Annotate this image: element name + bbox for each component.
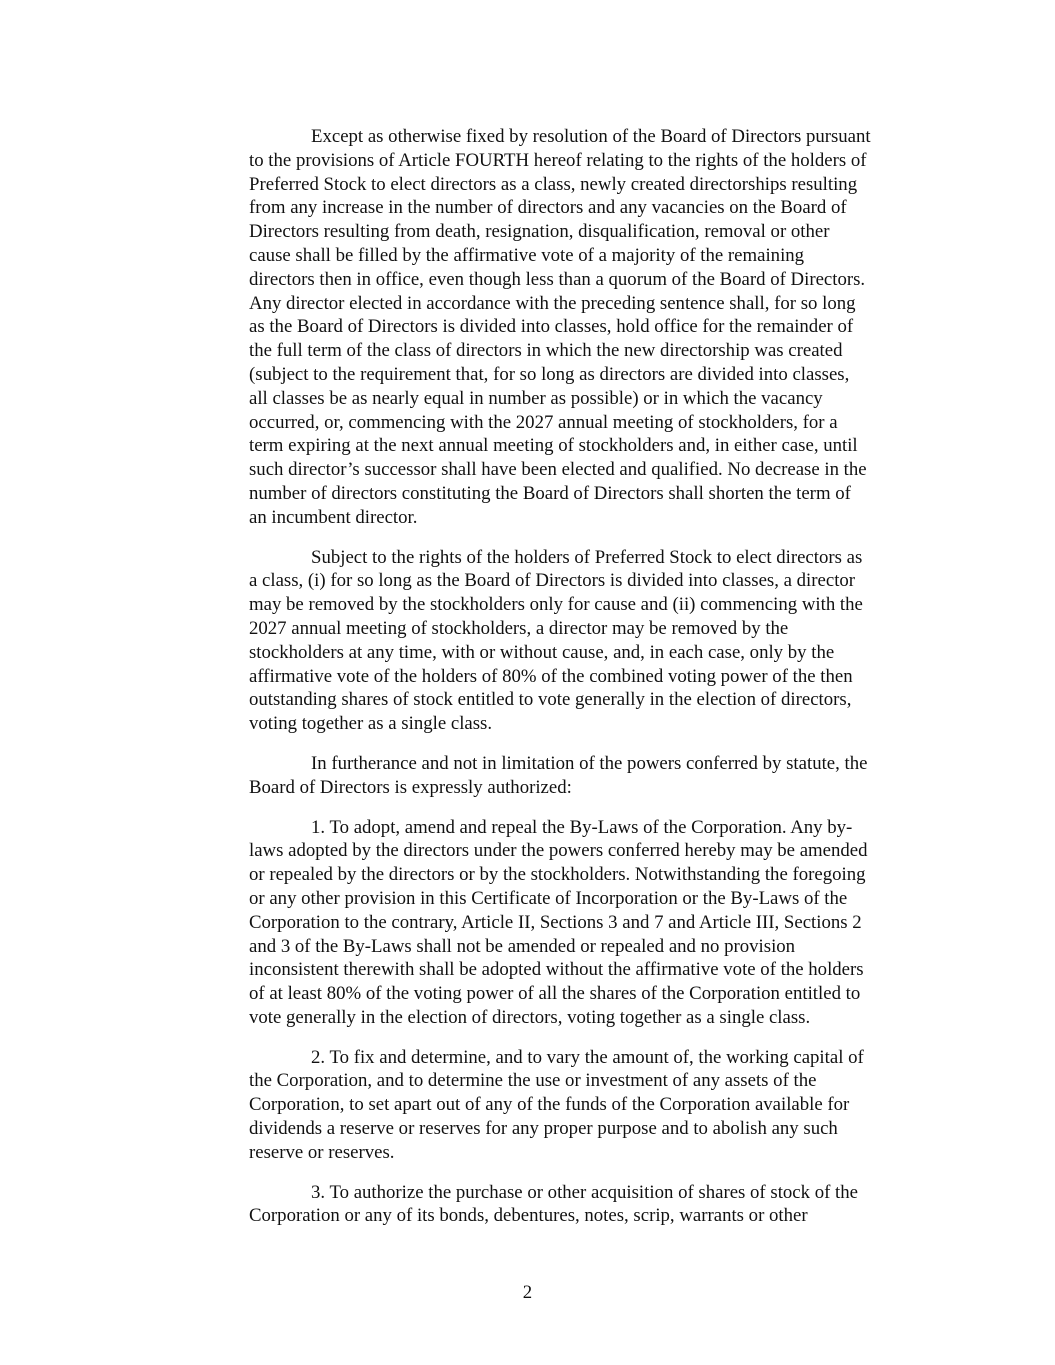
paragraph-board-powers-intro: In furtherance and not in limitation of the powers conferred by statute, the Board of Directors is expressly authorized: [249, 752, 868, 798]
paragraph-vacancies: Except as otherwise fixed by resolution of the Board of Directors pursuant to the provisions of Article FOURTH hereof relating to the rights of the holders of Preferred Stock to elect directors as a class, newly created directorships resulting from any increase in the number of directors and any vacancies on the Board of Directors resulting from death, resignation, disqualification, removal or other cause shall be filled by the affirmative vote of a majority of the remaining directors then in office, even though less than a quorum of the Board of Directors. Any director elected in accordance with the preceding sentence shall, for so long as the Board of Directors is divided into classes, hold office for the remainder of the full term of the class of directors in which the new directorship was created (subject to the requirement that, for so long as directors are divided into classes, all classes be as nearly equal in number as possible) or in which the vacancy occurred, or, commencing with the 2027 annual meeting of stockholders, for a term expiring at the next annual meeting of stockholders and, in either case, until such director’s successor shall have been elected and qualified. No decrease in the number of directors constituting the Board of Directors shall shorten the term of an incumbent director. [249, 126, 871, 528]
document-body [249, 125, 939, 1244]
paragraph-power-3-purchase: 3. To authorize the purchase or other acquisition of shares of stock of the Corporation or any of its bonds, debentures, notes, scrip, warrants or other [249, 1181, 859, 1227]
paragraph-power-2-working-capital: 2. To fix and determine, and to vary the amount of, the working capital of the Corporation, and to determine the use or investment of any assets of the Corporation, to set apart out of any of the funds of the Corporation available for dividends a reserve or reserves for any proper purpose and to abolish any such reserve or reserves. [249, 1046, 864, 1163]
page-number: 2 [522, 1282, 533, 1303]
paragraph-removal-of-directors: Subject to the rights of the holders of Preferred Stock to elect directors as a class, (i) for so long as the Board of Directors is divided into classes, a director may be removed by the stockholders only for cause and (ii) commencing with the 2027 annual meeting of stockholders, a director may be removed by the stockholders at any time, with or without cause, and, in each case, only by the affirmative vote of the holders of 80% of the combined voting power of the then outstanding shares of stock entitled to vote generally in the election of directors, voting together as a single class. [249, 546, 863, 735]
paragraph-power-1-bylaws: 1. To adopt, amend and repeal the By-Laws of the Corporation. Any by- laws adopted by the directors under the powers conferred hereby may be amended or repealed by the directors or by the stockholders. Notwithstanding the foregoing or any other provision in this Certificate of Incorporation or the By-Laws of the Corporation to the contrary, Article II, Sections 3 and 7 and Article III, Sections 2 and 3 of the By-Laws shall not be amended or repealed and no provision inconsistent therewith shall be adopted without the affirmative vote of the holders of at least 80% of the voting power of all the shares of the Corporation entitled to vote generally in the election of directors, voting together as a single class. [249, 816, 868, 1028]
